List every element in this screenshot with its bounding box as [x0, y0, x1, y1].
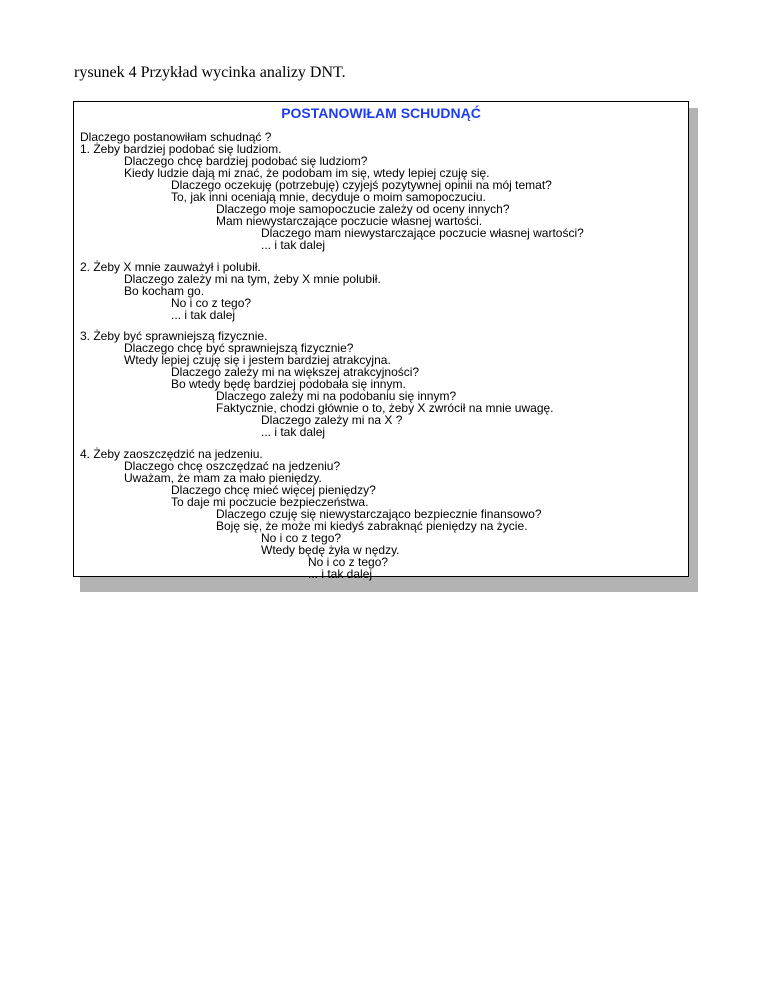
analysis-line: Dlaczego zależy mi na podobaniu się innym? — [216, 389, 457, 403]
analysis-line: 2. Żeby X mnie zauważył i polubił. — [80, 260, 261, 274]
analysis-line: ... i tak dalej — [261, 425, 326, 439]
analysis-line: Wtedy będę żyła w nędzy. — [261, 543, 400, 557]
analysis-line: To, jak inni oceniają mnie, decyduje o moim samopoczuciu. — [171, 190, 486, 204]
analysis-line: ... i tak dalej — [308, 567, 373, 581]
analysis-line: No i co z tego? — [261, 531, 342, 545]
analysis-box — [73, 101, 689, 581]
analysis-line: 1. Żeby bardziej podobać się ludziom. — [80, 142, 282, 156]
analysis-line: To daje mi poczucie bezpieczeństwa. — [171, 495, 369, 509]
box-title: POSTANOWIŁAM SCHUDNĄĆ — [281, 105, 481, 121]
analysis-line: Dlaczego chcę być sprawniejszą fizycznie? — [124, 341, 354, 355]
analysis-line: 4. Żeby zaoszczędzić na jedzeniu. — [80, 447, 263, 461]
analysis-line: No i co z tego? — [171, 296, 252, 310]
analysis-line: No i co z tego? — [308, 555, 389, 569]
analysis-line: Boję się, że może mi kiedyś zabraknąć pieniędzy na życie. — [216, 519, 528, 533]
analysis-line: Bo wtedy będę bardziej podobała się innym. — [171, 377, 406, 391]
analysis-line: Dlaczego oczekuję (potrzebuję) czyjejś pozytywnej opinii na mój temat? — [171, 178, 552, 192]
analysis-line: Dlaczego chcę mieć więcej pieniędzy? — [171, 483, 376, 497]
analysis-line: Uważam, że mam za mało pieniędzy. — [124, 471, 322, 485]
analysis-line: Bo kocham go. — [124, 284, 205, 298]
analysis-line: Dlaczego chcę bardziej podobać się ludziom? — [124, 154, 368, 168]
figure-caption: rysunek 4 Przykład wycinka analizy DNT. — [74, 64, 346, 81]
analysis-line: ... i tak dalej — [261, 238, 326, 252]
analysis-line: Mam niewystarczające poczucie własnej wartości. — [216, 214, 483, 228]
analysis-line: Dlaczego mam niewystarczające poczucie własnej wartości? — [261, 226, 584, 240]
analysis-line: Dlaczego zależy mi na większej atrakcyjności? — [171, 365, 420, 379]
analysis-line: Dlaczego postanowiłam schudnąć ? — [80, 130, 272, 144]
analysis-line: Wtedy lepiej czuję się i jestem bardziej atrakcyjna. — [124, 353, 391, 367]
analysis-line: Dlaczego zależy mi na X ? — [261, 413, 403, 427]
analysis-line: Dlaczego moje samopoczucie zależy od oceny innych? — [216, 202, 510, 216]
analysis-line: Dlaczego chcę oszczędzać na jedzeniu? — [124, 459, 341, 473]
analysis-line: Faktycznie, chodzi głównie o to, żeby X zwrócił na mnie uwagę. — [216, 401, 554, 415]
analysis-line: 3. Żeby być sprawniejszą fizycznie. — [80, 329, 268, 343]
analysis-line: Kiedy ludzie dają mi znać, że podobam im się, wtedy lepiej czuję się. — [124, 166, 490, 180]
analysis-line: Dlaczego zależy mi na tym, żeby X mnie polubił. — [124, 272, 381, 286]
analysis-line: Dlaczego czuję się niewystarczająco bezpiecznie finansowo? — [216, 507, 542, 521]
analysis-line: ... i tak dalej — [171, 308, 236, 322]
